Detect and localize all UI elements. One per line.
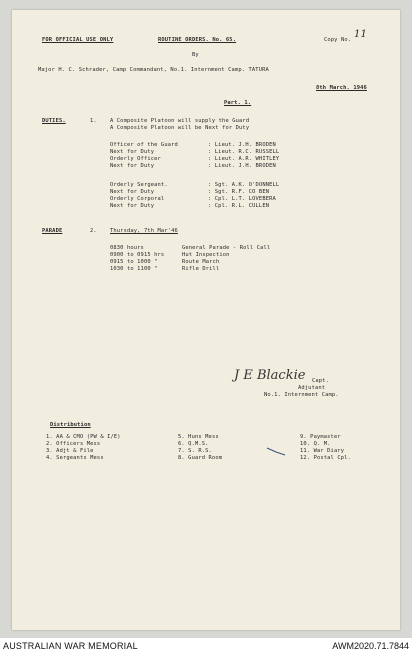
distribution-item: 11. War Diary [300,448,345,454]
order-date: 8th March. 1946 [316,85,367,91]
duty-role: Next for Duty [110,203,155,209]
duty-name: : Lieut. J.H. BRODEN [208,163,276,169]
order-title: ROUTINE ORDERS. No. 65. [158,37,237,43]
schedule-time: 1030 to 1100 " [110,266,158,272]
tick-mark-icon [266,446,286,456]
by-label: By [192,52,199,58]
issuer-line: Major H. C. Schrader, Camp Commandant, No.1. Internment Camp. TATURA [38,67,269,73]
signature-title: Adjutant [298,385,326,391]
schedule-time: 0830 hours [110,245,144,251]
schedule-event: Rifle Drill [182,266,220,272]
document-page [12,10,400,630]
signature-rank: Capt. [312,378,329,384]
parade-number: 2. [90,228,97,234]
duty-role: Officer of the Guard [110,142,178,148]
duty-role: Next for Duty [110,163,155,169]
schedule-event: Hut Inspection [182,252,230,258]
distribution-item: 12. Postal Cpl. [300,455,351,461]
distribution-item: 3. Adjt & File [46,448,94,454]
classification-label: FOR OFFICIAL USE ONLY [42,37,114,43]
duties-number: 1. [90,118,97,124]
distribution-item: 8. Guard Room [178,455,223,461]
parade-day: Thursday, 7th Mar'46 [110,228,178,234]
duty-name: : Cpl. R.L. CULLEN [208,203,270,209]
duty-name: : Sgt. R.F. CO BEN [208,189,270,195]
archive-footer [0,638,412,653]
institution-label: AUSTRALIAN WAR MEMORIAL [3,641,138,651]
duty-role: Next for Duty [110,149,155,155]
distribution-item: 1. AA & CMO (PW & I/E) [46,434,121,440]
duty-name: : Lieut. A.R. WHITLEY [208,156,280,162]
signature-unit: No.1. Internment Camp. [264,392,339,398]
accession-number: AWM2020.71.7844 [332,641,409,651]
schedule-time: 0915 to 1000 " [110,259,158,265]
distribution-item: 10. Q. M. [300,441,331,447]
distribution-item: 5. Huns Mess [178,434,219,440]
part-heading: Part. 1. [224,100,252,106]
duty-name: : Cpl. L.T. LOVEBERA [208,196,276,202]
duties-heading: DUTIES. [42,118,66,124]
distribution-item: 4. Sergeants Mess [46,455,104,461]
distribution-heading: Distribution [50,422,91,428]
duty-name: : Sgt. A.K. O'DONNELL [208,182,280,188]
schedule-time: 0900 to 0915 hrs [110,252,165,258]
schedule-event: Route March [182,259,220,265]
copy-number: 11 [354,29,368,40]
duties-line: A Composite Platoon will supply the Guard [110,118,250,124]
duty-role: Next for Duty [110,189,155,195]
parade-heading: PARADE [42,228,63,234]
duty-role: Orderly Sergeant. [110,182,168,188]
copy-label: Copy No. [324,37,352,43]
distribution-item: 2. Officers Mess [46,441,101,447]
distribution-item: 9. Paymaster [300,434,341,440]
distribution-item: 6. Q.M.S. [178,441,209,447]
duty-name: : Lieut. R.C. RUSSELL [208,149,280,155]
schedule-event: General Parade - Roll Call [182,245,271,251]
distribution-item: 7. S. R.S. [178,448,212,454]
duty-role: Orderly Officer [110,156,161,162]
duty-name: : Lieut. J.H. BRODEN [208,142,276,148]
duties-line: A Composite Platoon will be Next for Duty [110,125,250,131]
duty-role: Orderly Corporal [110,196,165,202]
handwritten-signature: J E Blackie [234,368,306,383]
